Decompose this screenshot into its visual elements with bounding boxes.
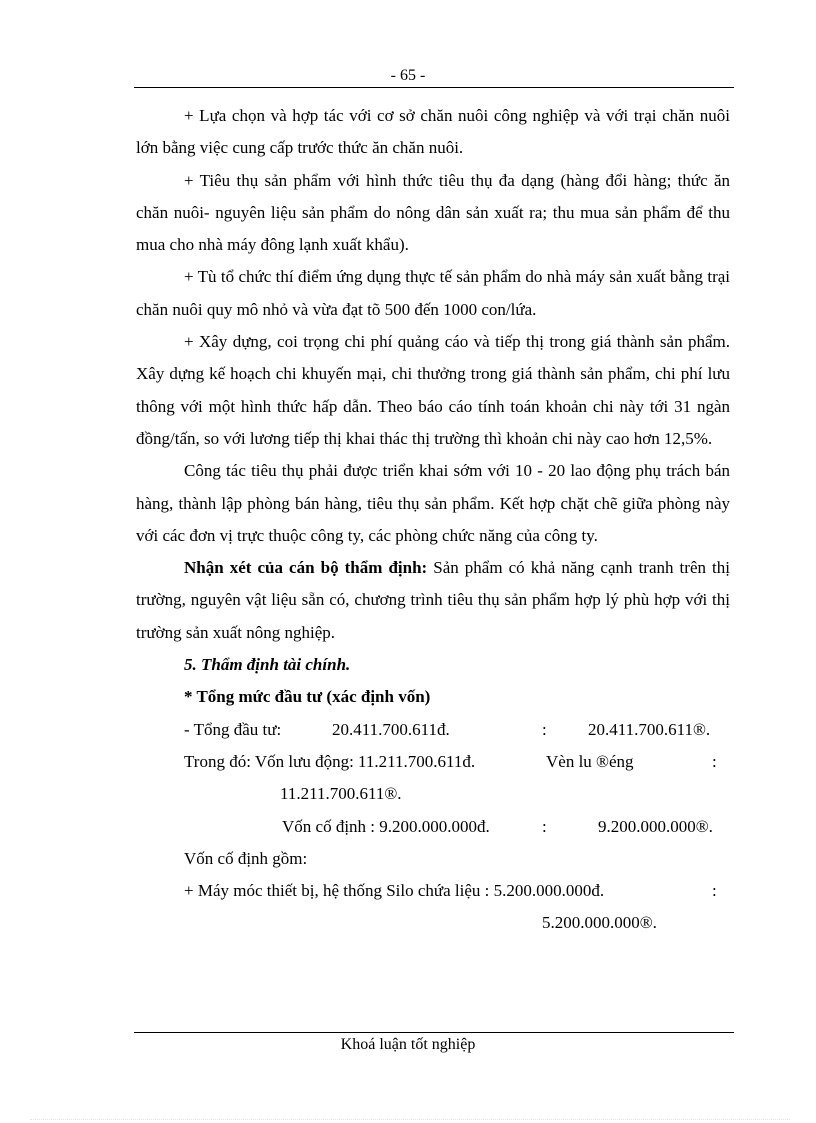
finance-total-row (136, 714, 730, 746)
working-capital-label: Trong đó: Vốn lưu động: 11.211.700.611đ. (184, 751, 476, 771)
footer-text: Khoá luận tốt nghiệp (340, 1036, 476, 1053)
finance-machinery-row (136, 875, 730, 907)
fixed-capital-value-garbled: 9.200.000.000®. (598, 816, 713, 836)
fixed-includes: Vốn cố định gồm: (184, 848, 308, 868)
finance-machinery-value-row (136, 907, 730, 939)
total-colon: : (542, 719, 547, 739)
page-bottom-border (30, 1119, 790, 1120)
assessment-paragraph (136, 552, 730, 649)
paragraph: + Tiêu thụ sản phẩm với hình thức tiêu thụ đa dạng (hàng đổi hàng; thức ăn chăn nuôi- nguyên liệu sản phẩm do nông dân sản xuất ra; thu mua sản phẩm để thu mua cho nhà máy đông lạnh xuất khẩu). (136, 170, 730, 255)
footer-rule (134, 1032, 734, 1033)
finance-fixed-row (136, 811, 730, 843)
paragraph: + Lựa chọn và hợp tác với cơ sở chăn nuôi công nghiệp và với trại chăn nuôi lớn bằng việc cung cấp trước thức ăn chăn nuôi. (136, 106, 730, 158)
section-title (136, 649, 730, 681)
working-capital-value: 11.211.700.611®. (280, 784, 402, 804)
paragraph: Công tác tiêu thụ phải được triển khai sớm với 10 - 20 lao động phụ trách bán hàng, thành lập phòng bán hàng, tiêu thụ sản phẩm. Kết hợp chặt chẽ giữa phòng này với các đơn vị trực thuộc công ty, các phòng chức năng của công ty. (136, 461, 730, 545)
page-number: - 65 - (390, 67, 426, 84)
section-title-text: 5. Thẩm định tài chính. (184, 655, 351, 675)
document-body (136, 100, 730, 940)
working-capital-garbled: Vèn lu ®éng (546, 751, 634, 771)
fixed-capital-label: Vốn cố định : 9.200.000.000đ. (282, 816, 490, 836)
machinery-label: + Máy móc thiết bị, hệ thống Silo chứa liệu : 5.200.000.000đ. (184, 881, 605, 901)
finance-fixed-includes-row (136, 843, 730, 875)
fixed-colon: : (542, 816, 547, 836)
total-value-garbled: 20.411.700.611®. (588, 719, 711, 739)
paragraph: + Xây dựng, coi trọng chi phí quảng cáo và tiếp thị trong giá thành sản phẩm. Xây dựng kế hoạch chi khuyến mại, chi thưởng trong giá thành sản phẩm, chi phí lưu thông với một hình thức hấp dẫn. Theo báo cáo tính toán khoản chi này tới 31 ngàn đồng/tấn, so với lương tiếp thị khai thác thị trường thì khoản chi này cao hơn 12,5%. (136, 332, 730, 448)
subsection-title (136, 681, 730, 713)
assessment-label: Nhận xét của cán bộ thẩm định: (184, 558, 428, 578)
finance-working-value-row (136, 778, 730, 810)
subsection-title-text: * Tổng mức đầu tư (xác định vốn) (184, 687, 431, 707)
working-colon: : (712, 751, 717, 771)
total-label: - Tổng đầu tư: (184, 719, 282, 739)
total-value: 20.411.700.611đ. (332, 719, 450, 739)
machinery-colon: : (712, 881, 717, 901)
machinery-value-garbled: 5.200.000.000®. (542, 913, 657, 933)
assessment-text: Sản phẩm có khả năng cạnh tranh trên thị trường, nguyên vật liệu sẵn có, chương trình tiêu thụ sản phẩm hợp lý phù hợp với thị trường sản xuất nông nghiệp. (136, 558, 730, 642)
paragraph: + Tù tổ chức thí điểm ứng dụng thực tế sản phẩm do nhà máy sản xuất bằng trại chăn nuôi quy mô nhỏ và vừa đạt tõ 500 đến 1000 con/lứa. (136, 267, 730, 319)
finance-working-row (136, 746, 730, 778)
header-rule (134, 87, 734, 88)
